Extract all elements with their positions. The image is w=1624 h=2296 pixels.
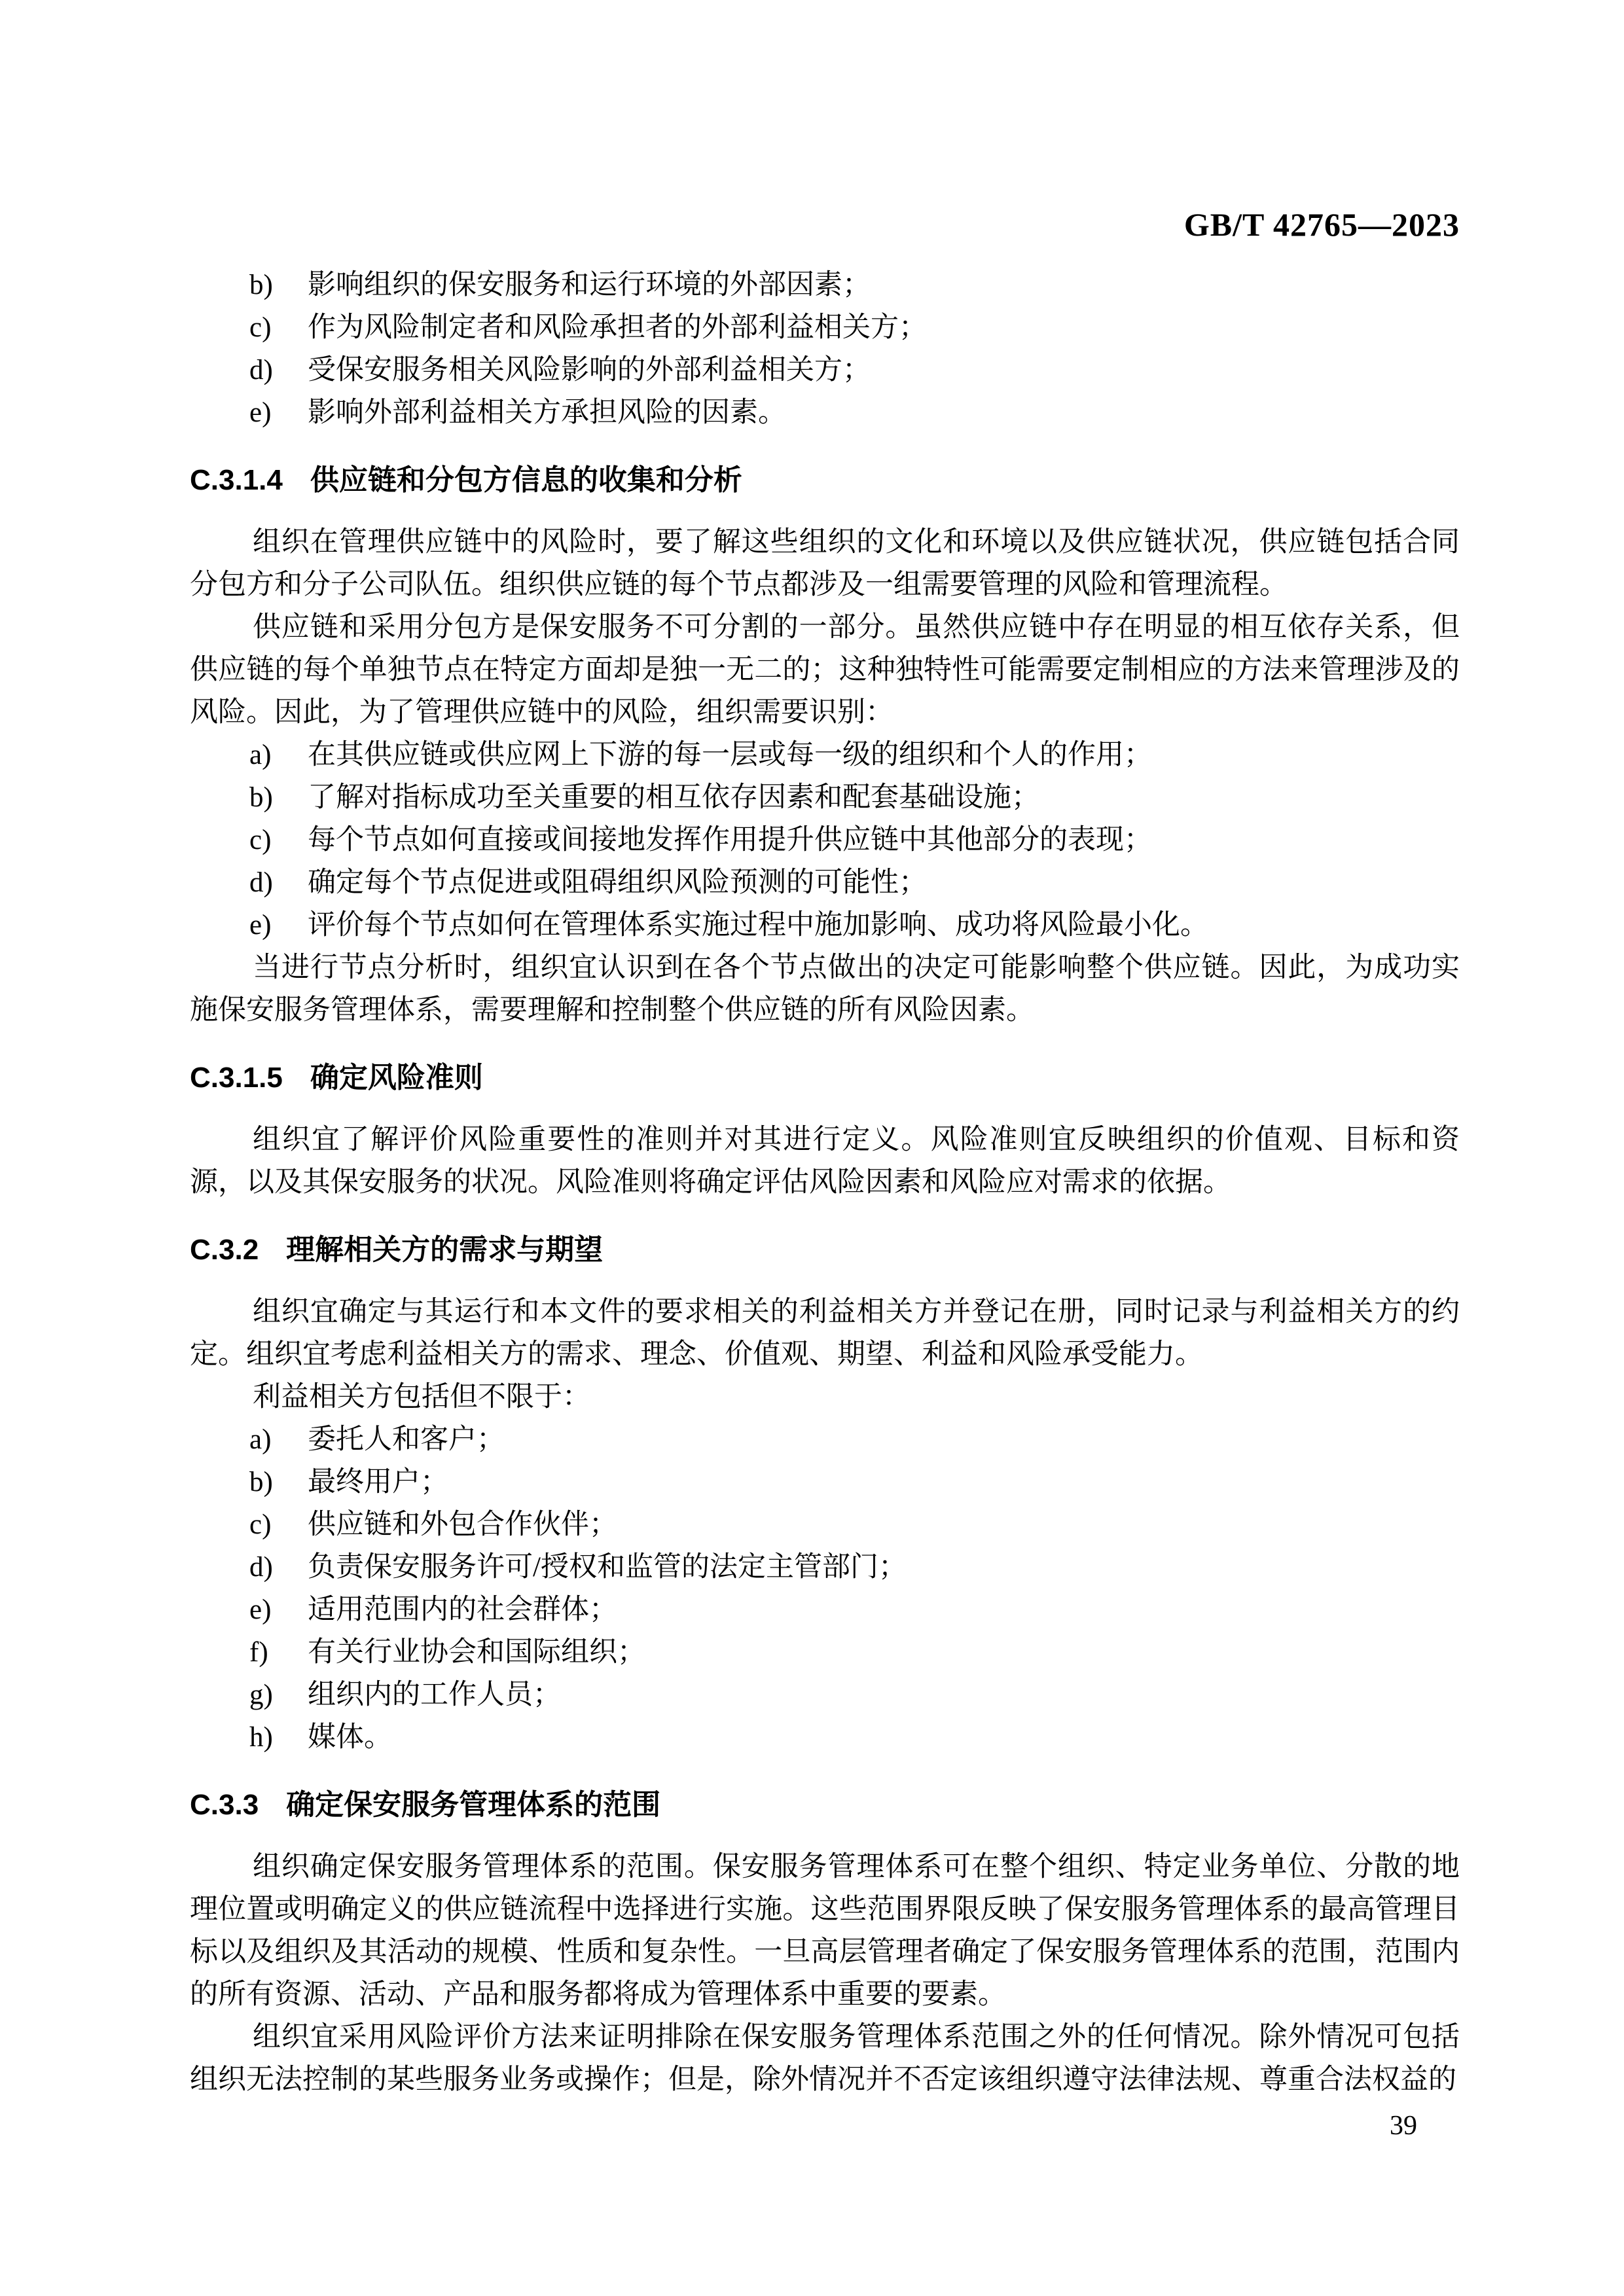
clause-heading — [190, 1056, 1460, 1099]
body-paragraph: 组织宜采用风险评价方法来证明排除在保安服务管理体系范围之外的任何情况。除外情况可包括组织无法控制的某些服务业务或操作；但是，除外情况并不否定该组织遵守法律法规、尊重合法权益的 — [190, 2022, 1460, 2095]
clause-title: 确定风险准则 — [310, 1062, 483, 1094]
list-item-label: h) — [249, 1722, 273, 1753]
list-item — [190, 1546, 1460, 1588]
list-item-text: 影响外部利益相关方承担风险的因素。 — [308, 397, 786, 428]
clause-number: C.3.1.4 — [190, 464, 283, 496]
list-item-text: 受保安服务相关风险影响的外部利益相关方； — [308, 355, 871, 386]
page-number: 39 — [1390, 2111, 1417, 2141]
lettered-list — [190, 734, 1460, 946]
list-item-text: 委托人和客户； — [308, 1424, 505, 1455]
list-item — [190, 264, 1460, 306]
list-item-text: 有关行业协会和国际组织； — [308, 1637, 645, 1668]
list-item-text: 组织内的工作人员； — [308, 1679, 561, 1710]
list-item-label: d) — [249, 355, 273, 386]
list-item — [190, 861, 1460, 904]
list-item-text: 最终用户； — [308, 1467, 448, 1498]
list-item-text: 供应链和外包合作伙伴； — [308, 1509, 617, 1540]
clause-number: C.3.3 — [190, 1789, 259, 1821]
clause-title: 供应链和分包方信息的收集和分析 — [310, 464, 742, 496]
body-paragraph: 组织确定保安服务管理体系的范围。保安服务管理体系可在整个组织、特定业务单位、分散的地理位置或明确定义的供应链流程中选择进行实施。这些范围界限反映了保安服务管理体系的最高管理目标以及组织及其活动的规模、性质和复杂性。一旦高层管理者确定了保安服务管理体系的范围，范围内的所有资源、活动、产品和服务都将成为管理体系中重要的要素。 — [190, 1852, 1460, 2010]
list-item-text: 媒体。 — [308, 1722, 392, 1753]
body-paragraph: 组织在管理供应链中的风险时，要了解这些组织的文化和环境以及供应链状况，供应链包括合同分包方和分子公司队伍。组织供应链的每个节点都涉及一组需要管理的风险和管理流程。 — [190, 527, 1460, 600]
list-item — [190, 734, 1460, 776]
clause-number: C.3.2 — [190, 1234, 259, 1266]
list-item-label: c) — [249, 312, 272, 343]
lettered-list — [190, 1418, 1460, 1759]
clause-heading — [190, 459, 1460, 501]
list-item-text: 作为风险制定者和风险承担者的外部利益相关方； — [308, 312, 927, 343]
page-content — [190, 264, 1460, 2101]
list-item — [190, 1631, 1460, 1674]
list-item-label: c) — [249, 825, 272, 855]
list-item — [190, 349, 1460, 391]
list-item-text: 确定每个节点促进或阻碍组织风险预测的可能性； — [308, 867, 927, 898]
list-item — [190, 1588, 1460, 1631]
list-item — [190, 1461, 1460, 1503]
list-item-label: c) — [249, 1509, 272, 1540]
list-item — [190, 306, 1460, 349]
list-item — [190, 1418, 1460, 1461]
body-paragraph: 供应链和采用分包方是保安服务不可分割的一部分。虽然供应链中存在明显的相互依存关系，但供应链的每个单独节点在特定方面却是独一无二的；这种独特性可能需要定制相应的方法来管理涉及的风险。因此，为了管理供应链中的风险，组织需要识别： — [190, 612, 1460, 728]
list-item-text: 影响组织的保安服务和运行环境的外部因素； — [308, 270, 871, 300]
list-item-label: f) — [249, 1637, 268, 1668]
list-item-label: d) — [249, 867, 273, 898]
list-item-label: g) — [249, 1679, 273, 1710]
list-item — [190, 1674, 1460, 1716]
list-item-text: 负责保安服务许可/授权和监管的法定主管部门； — [308, 1552, 907, 1583]
list-item-text: 了解对指标成功至关重要的相互依存因素和配套基础设施； — [308, 782, 1039, 813]
list-item — [190, 904, 1460, 946]
clause-title: 理解相关方的需求与期望 — [286, 1234, 604, 1266]
list-item — [190, 776, 1460, 819]
body-paragraph: 组织宜了解评价风险重要性的准则并对其进行定义。风险准则宜反映组织的价值观、目标和资源，以及其保安服务的状况。风险准则将确定评估风险因素和风险应对需求的依据。 — [190, 1124, 1460, 1198]
body-paragraph: 利益相关方包括但不限于： — [253, 1382, 590, 1412]
list-item-label: e) — [249, 910, 272, 941]
list-item-label: a) — [249, 740, 272, 770]
body-paragraph: 组织宜确定与其运行和本文件的要求相关的利益相关方并登记在册，同时记录与利益相关方的约定。组织宜考虑利益相关方的需求、理念、价值观、期望、利益和风险承受能力。 — [190, 1297, 1460, 1370]
body-paragraph: 当进行节点分析时，组织宜认识到在各个节点做出的决定可能影响整个供应链。因此，为成功实施保安服务管理体系，需要理解和控制整个供应链的所有风险因素。 — [190, 952, 1460, 1026]
list-item — [190, 1716, 1460, 1759]
list-item-label: a) — [249, 1424, 272, 1455]
list-item-text: 适用范围内的社会群体； — [308, 1594, 617, 1625]
list-item-label: b) — [249, 782, 273, 813]
list-item-text: 每个节点如何直接或间接地发挥作用提升供应链中其他部分的表现； — [308, 825, 1152, 855]
clause-number: C.3.1.5 — [190, 1062, 283, 1094]
clause-heading — [190, 1229, 1460, 1271]
list-item-label: b) — [249, 270, 273, 300]
list-item-text: 在其供应链或供应网上下游的每一层或每一级的组织和个人的作用； — [308, 740, 1152, 770]
list-item — [190, 391, 1460, 434]
list-item-label: e) — [249, 1594, 272, 1625]
lettered-list — [190, 264, 1460, 434]
list-item-text: 评价每个节点如何在管理体系实施过程中施加影响、成功将风险最小化。 — [308, 910, 1208, 941]
list-item — [190, 1503, 1460, 1546]
list-item — [190, 819, 1460, 861]
standard-code-header: GB/T 42765—2023 — [1183, 206, 1460, 243]
clause-heading — [190, 1784, 1460, 1826]
clause-title: 确定保安服务管理体系的范围 — [286, 1789, 661, 1821]
list-item-label: e) — [249, 397, 272, 428]
list-item-label: b) — [249, 1467, 273, 1498]
list-item-label: d) — [249, 1552, 273, 1583]
